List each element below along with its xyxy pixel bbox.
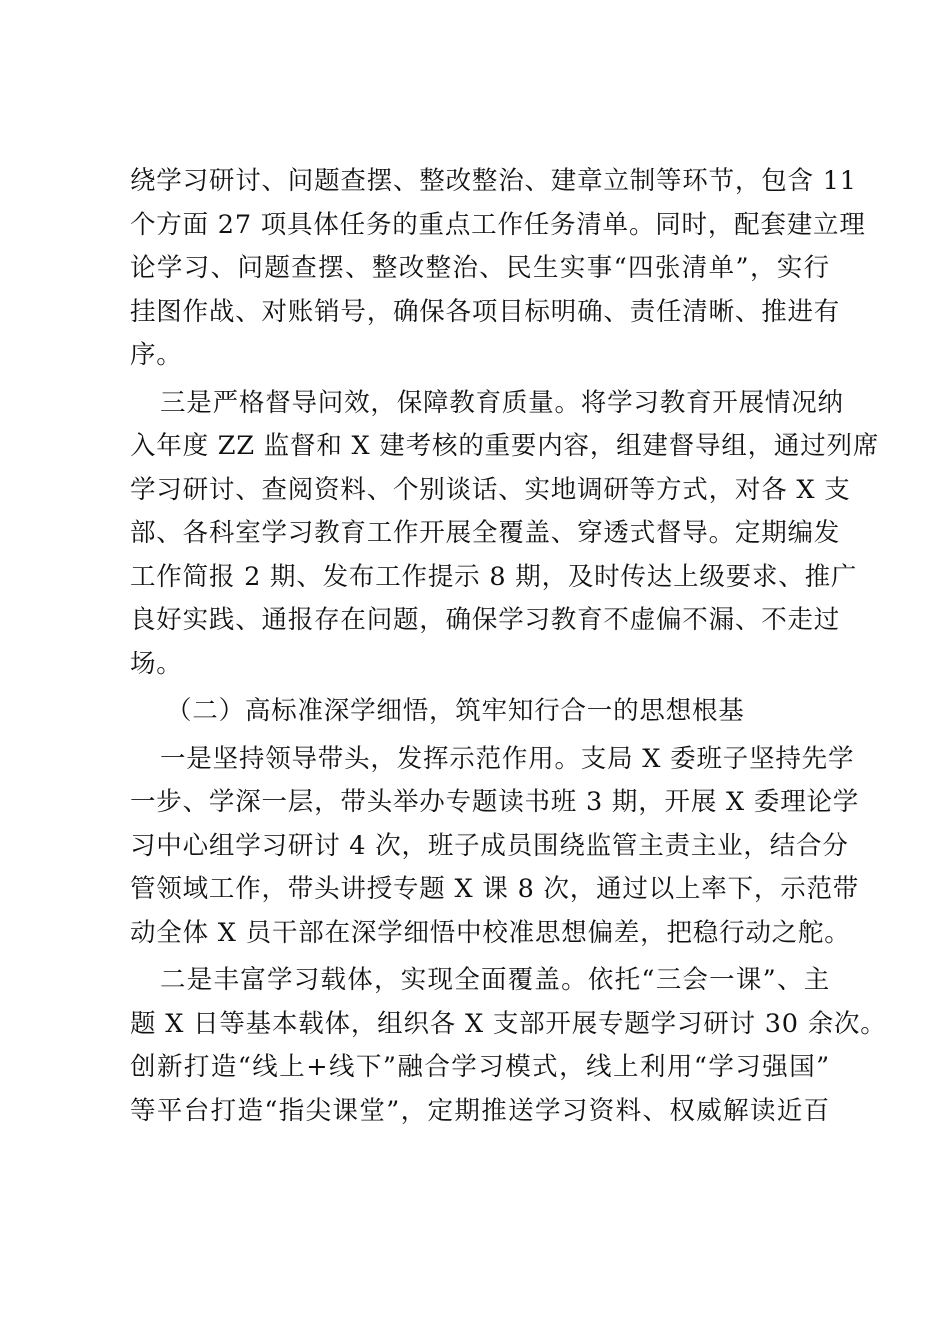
- text-line: 入年度 ZZ 监督和 X 建考核的重要内容，组建督导组，通过列席: [130, 431, 880, 461]
- paragraph-leadership: [130, 738, 860, 956]
- text-line: 挂图作战、对账销号，确保各项目标明确、责任清晰、推进有: [130, 296, 841, 327]
- text-line: 学习研讨、查阅资料、个别谈话、实地调研等方式，对各 X 支: [130, 474, 851, 505]
- text-line: 动全体 X 员干部在深学细悟中校准思想偏差，把稳行动之舵。: [130, 917, 851, 948]
- section-heading: （二）高标准深学细悟，筑牢知行合一的思想根基: [166, 696, 745, 726]
- text-line: 一是坚持领导带头，发挥示范作用。支局 X 委班子坚持先学: [160, 743, 855, 774]
- text-line: 良好实践、通报存在问题，确保学习教育不虚偏不漏、不走过: [130, 605, 841, 635]
- text-line: 绕学习研讨、问题查摆、整改整治、建章立制等环节，包含 11: [130, 166, 857, 196]
- text-line: 序。: [130, 340, 183, 370]
- text-line: 工作简报 2 期、发布工作提示 8 期，及时传达上级要求、推广: [130, 561, 858, 592]
- paragraph-task-list: [130, 160, 866, 378]
- text-line: 一步、学深一层，带头举办专题读书班 3 期，开展 X 委理论学: [130, 787, 860, 817]
- text-line: 等平台打造“指尖课堂”，定期推送学习资料、权威解读近百: [130, 1095, 830, 1126]
- text-line: 个方面 27 项具体任务的重点工作任务清单。同时，配套建立理: [130, 209, 866, 240]
- paragraph-learning-carriers: [130, 959, 887, 1133]
- text-line: 二是丰富学习载体，实现全面覆盖。依托“三会一课”、主: [160, 965, 830, 995]
- text-line: 三是严格督导问效，保障教育质量。将学习教育开展情况纳: [160, 387, 844, 418]
- text-line: 管领域工作，带头讲授专题 X 课 8 次，通过以上率下，示范带: [130, 874, 860, 904]
- text-line: 场。: [130, 648, 183, 679]
- text-line: 论学习、问题查摆、整改整治、民生实事“四张清单”，实行: [130, 253, 830, 283]
- text-line: 创新打造“线上+线下”融合学习模式，线上利用“学习强国”: [130, 1052, 830, 1082]
- text-line: 习中心组学习研讨 4 次，班子成员围绕监管主责主业，结合分: [130, 830, 849, 861]
- paragraph-supervision: [130, 382, 880, 687]
- document-body: [130, 160, 887, 1133]
- text-line: 部、各科室学习教育工作开展全覆盖、穿透式督导。定期编发: [130, 518, 841, 548]
- text-line: 题 X 日等基本载体，组织各 X 支部开展专题学习研讨 30 余次。: [130, 1008, 887, 1039]
